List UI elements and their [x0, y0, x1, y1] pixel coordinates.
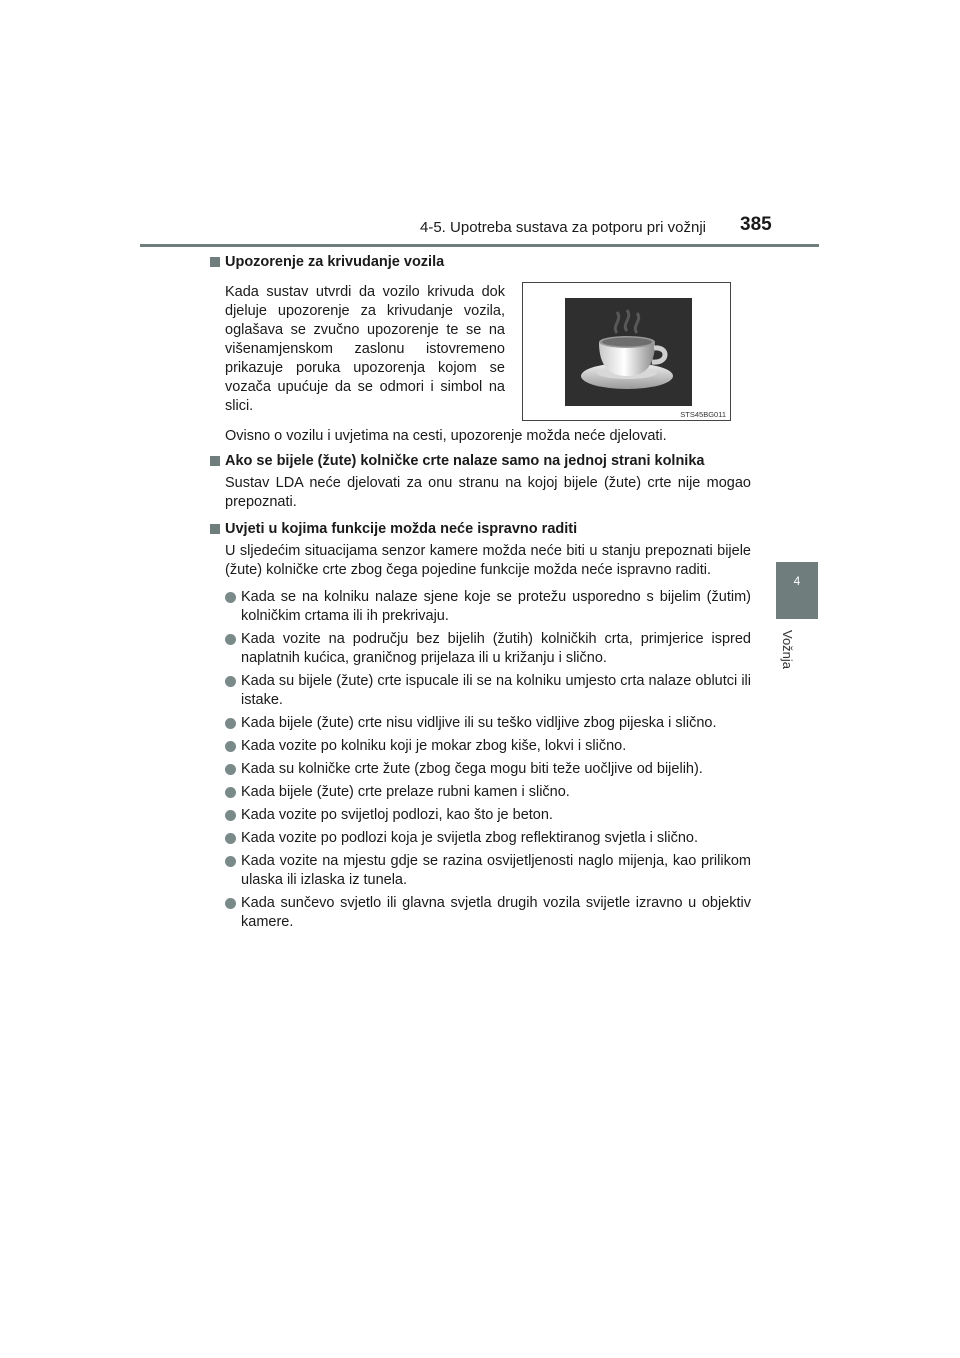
round-bullet-icon	[225, 634, 236, 645]
paragraph: Kada sustav utvrdi da vozilo krivuda dok djeluje upozorenje za krivudanje vozila, oglašava se zvučno upozorenje te se na višenamjenskom zaslonu istovremeno prikazuje poruka upozorenja kojom se vozača upućuje da se odmori i simbol na slici.	[225, 284, 505, 414]
list-item: Kada vozite po svijetloj podlozi, kao što je beton.	[225, 806, 751, 825]
chapter-tab	[776, 562, 818, 619]
round-bullet-icon	[225, 810, 236, 821]
section-heading: Ako se bijele (žute) kolničke crte nalaze samo na jednoj strani kolnika	[209, 451, 751, 472]
chapter-number: 4	[793, 574, 801, 588]
paragraph: U sljedećim situacijama senzor kamere možda neće biti u stanju prepoznati bijele (žute) kolničke crte zbog čega pojedine funkcije možda neće ispravno raditi.	[225, 543, 751, 578]
round-bullet-icon	[225, 764, 236, 775]
round-bullet-icon	[225, 676, 236, 687]
list-item: Kada vozite na području bez bijelih (žutih) kolničkih crta, primjerice ispred naplatnih kućica, graničnog prijelaza ili u križanju i slično.	[225, 630, 751, 668]
main-content	[209, 252, 751, 932]
square-bullet-icon	[210, 456, 220, 466]
figure-code: STS45BG011	[680, 410, 726, 419]
list-item: Kada vozite po podlozi koja je svijetla zbog reflektiranog svjetla i slično.	[225, 829, 751, 848]
list-item: Kada vozite po kolniku koji je mokar zbog kiše, lokvi i slično.	[225, 737, 751, 756]
paragraph: Ovisno o vozilu i uvjetima na cesti, upozorenje možda neće djelovati.	[225, 428, 667, 444]
list-item: Kada se na kolniku nalaze sjene koje se protežu usporedno s bijelim (žutim) kolničkim crtama ili ih prekrivaju.	[225, 588, 751, 626]
round-bullet-icon	[225, 833, 236, 844]
square-bullet-icon	[210, 524, 220, 534]
round-bullet-icon	[225, 592, 236, 603]
list-item: Kada bijele (žute) crte nisu vidljive ili su teško vidljive zbog pijeska i slično.	[225, 714, 751, 733]
header-rule	[140, 244, 819, 247]
square-bullet-icon	[210, 257, 220, 267]
round-bullet-icon	[225, 787, 236, 798]
page-number: 385	[740, 214, 772, 235]
section-heading: Upozorenje za krivudanje vozila	[209, 252, 751, 273]
running-header: 4-5. Upotreba sustava za potporu pri vožnji	[420, 219, 706, 236]
chapter-label: Vožnja	[780, 630, 795, 670]
round-bullet-icon	[225, 898, 236, 909]
list-item: Kada su kolničke crte žute (zbog čega mogu biti teže uočljive od bijelih).	[225, 760, 751, 779]
round-bullet-icon	[225, 718, 236, 729]
list-item: Kada vozite na mjestu gdje se razina osvijetljenosti naglo mijenja, kao prilikom ulaska ili izlaska iz tunela.	[225, 852, 751, 890]
list-item: Kada sunčevo svjetlo ili glavna svjetla drugih vozila svijetle izravno u objektiv kamere.	[225, 894, 751, 932]
list-item: Kada bijele (žute) crte prelaze rubni kamen i slično.	[225, 783, 751, 802]
round-bullet-icon	[225, 741, 236, 752]
list-item: Kada su bijele (žute) crte ispucale ili se na kolniku umjesto crta nalaze oblutci ili istake.	[225, 672, 751, 710]
round-bullet-icon	[225, 856, 236, 867]
paragraph: Sustav LDA neće djelovati za onu stranu na kojoj bijele (žute) crte nije mogao prepoznati.	[225, 475, 751, 510]
section-heading: Uvjeti u kojima funkcije možda neće ispravno raditi	[209, 519, 751, 540]
